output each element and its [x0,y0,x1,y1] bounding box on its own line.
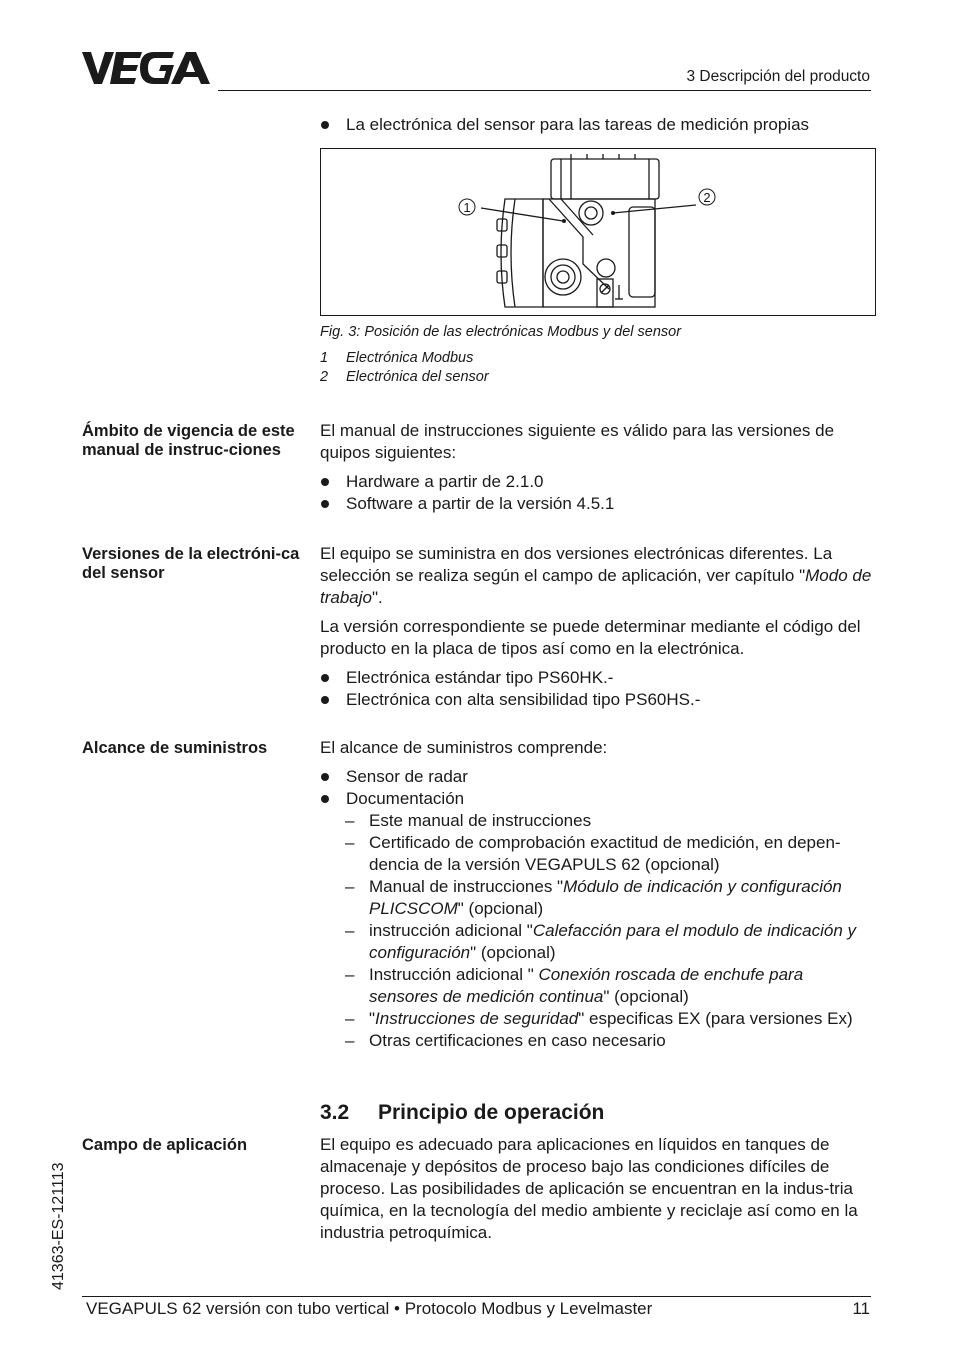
section-versiones [320,543,876,711]
paragraph: El equipo se suministra en dos versiones electrónicas diferentes. La selección se realiza según el campo de aplicación, ver capítulo "Modo de trabajo". [320,544,872,607]
list-item: La electrónica del sensor para las tareas de medición propias [320,114,876,136]
header-section-title: 3 Descripción del producto [686,68,870,85]
figure-legend-item: 1 Electrónica Modbus [320,350,474,366]
callout-2 [699,189,715,205]
section-ambito [320,420,876,515]
section-heading-3-2: 3.2 Principio de operación [320,1101,605,1124]
section-campo [320,1134,876,1244]
document-code: 41363-ES-121113 [50,1162,67,1290]
list-item: Electrónica con alta sensibilidad tipo PS60HS.- [320,689,876,711]
footer-rule [82,1296,871,1297]
svg-text:1: 1 [463,200,471,215]
header-rule [218,90,871,91]
sub-list-item: – "Instrucciones de seguridad" especificas EX (para versiones Ex) [320,1008,876,1030]
figure-frame [320,148,876,316]
paragraph: El alcance de suministros comprende: [320,738,608,757]
callout-1 [459,199,475,215]
list-item: Sensor de radar [320,766,876,788]
side-heading-campo: Campo de aplicación [82,1136,248,1154]
figure-caption: Fig. 3: Posición de las electrónicas Modbus y del sensor [320,324,682,340]
side-heading-alcance: Alcance de suministros [82,739,268,757]
page-number: 11 [852,1299,870,1318]
section-alcance [320,737,876,1052]
paragraph: La versión correspondiente se puede determinar mediante el código del producto en la placa de tipos así como en la electrónica. [320,617,861,658]
vega-logo [82,52,212,84]
list-item: Electrónica estándar tipo PS60HK.- [320,667,876,689]
side-heading-versiones: Versiones de la electróni-ca del sensor [82,545,300,582]
side-heading-ambito: Ámbito de vigencia de este manual de instruc-ciones [82,422,295,459]
sub-list-item: – Manual de instrucciones "Módulo de indicación y configuración PLICSCOM" (opcional) [320,876,876,920]
paragraph: El manual de instrucciones siguiente es válido para las versiones de quipos siguientes: [320,421,835,462]
sub-list-item: – instrucción adicional "Calefacción para el modulo de indicación y configuración" (opcional) [320,920,876,964]
paragraph: El equipo es adecuado para aplicaciones en líquidos en tanques de almacenaje y depósitos de proceso bajo las condiciones difíciles de proceso. Las posibilidades de aplicación se encuentran en la indus-tria química, en la tecnología del medio ambiente y reciclaje así como en la industria petroquímica. [320,1135,858,1242]
list-item: Documentación [320,788,876,810]
figure-legend-item: 2 Electrónica del sensor [320,369,489,385]
list-item: Hardware a partir de 2.1.0 [320,471,876,493]
svg-text:2: 2 [703,190,711,205]
footer-title: VEGAPULS 62 versión con tubo vertical • Protocolo Modbus y Levelmaster [86,1299,653,1318]
sub-list-item: – Certificado de comprobación exactitud de medición, en depen-dencia de la versión VEGAPULS 62 (opcional) [320,832,876,876]
device-drawing [321,149,875,315]
intro-bullet-list [320,114,876,136]
sub-list-item: – Otras certificaciones en caso necesario [320,1030,876,1052]
sub-list-item: – Instrucción adicional " Conexión roscada de enchufe para sensores de medición continua" (opcional) [320,964,876,1008]
sub-list-item: – Este manual de instrucciones [320,810,876,832]
list-item: Software a partir de la versión 4.5.1 [320,493,876,515]
